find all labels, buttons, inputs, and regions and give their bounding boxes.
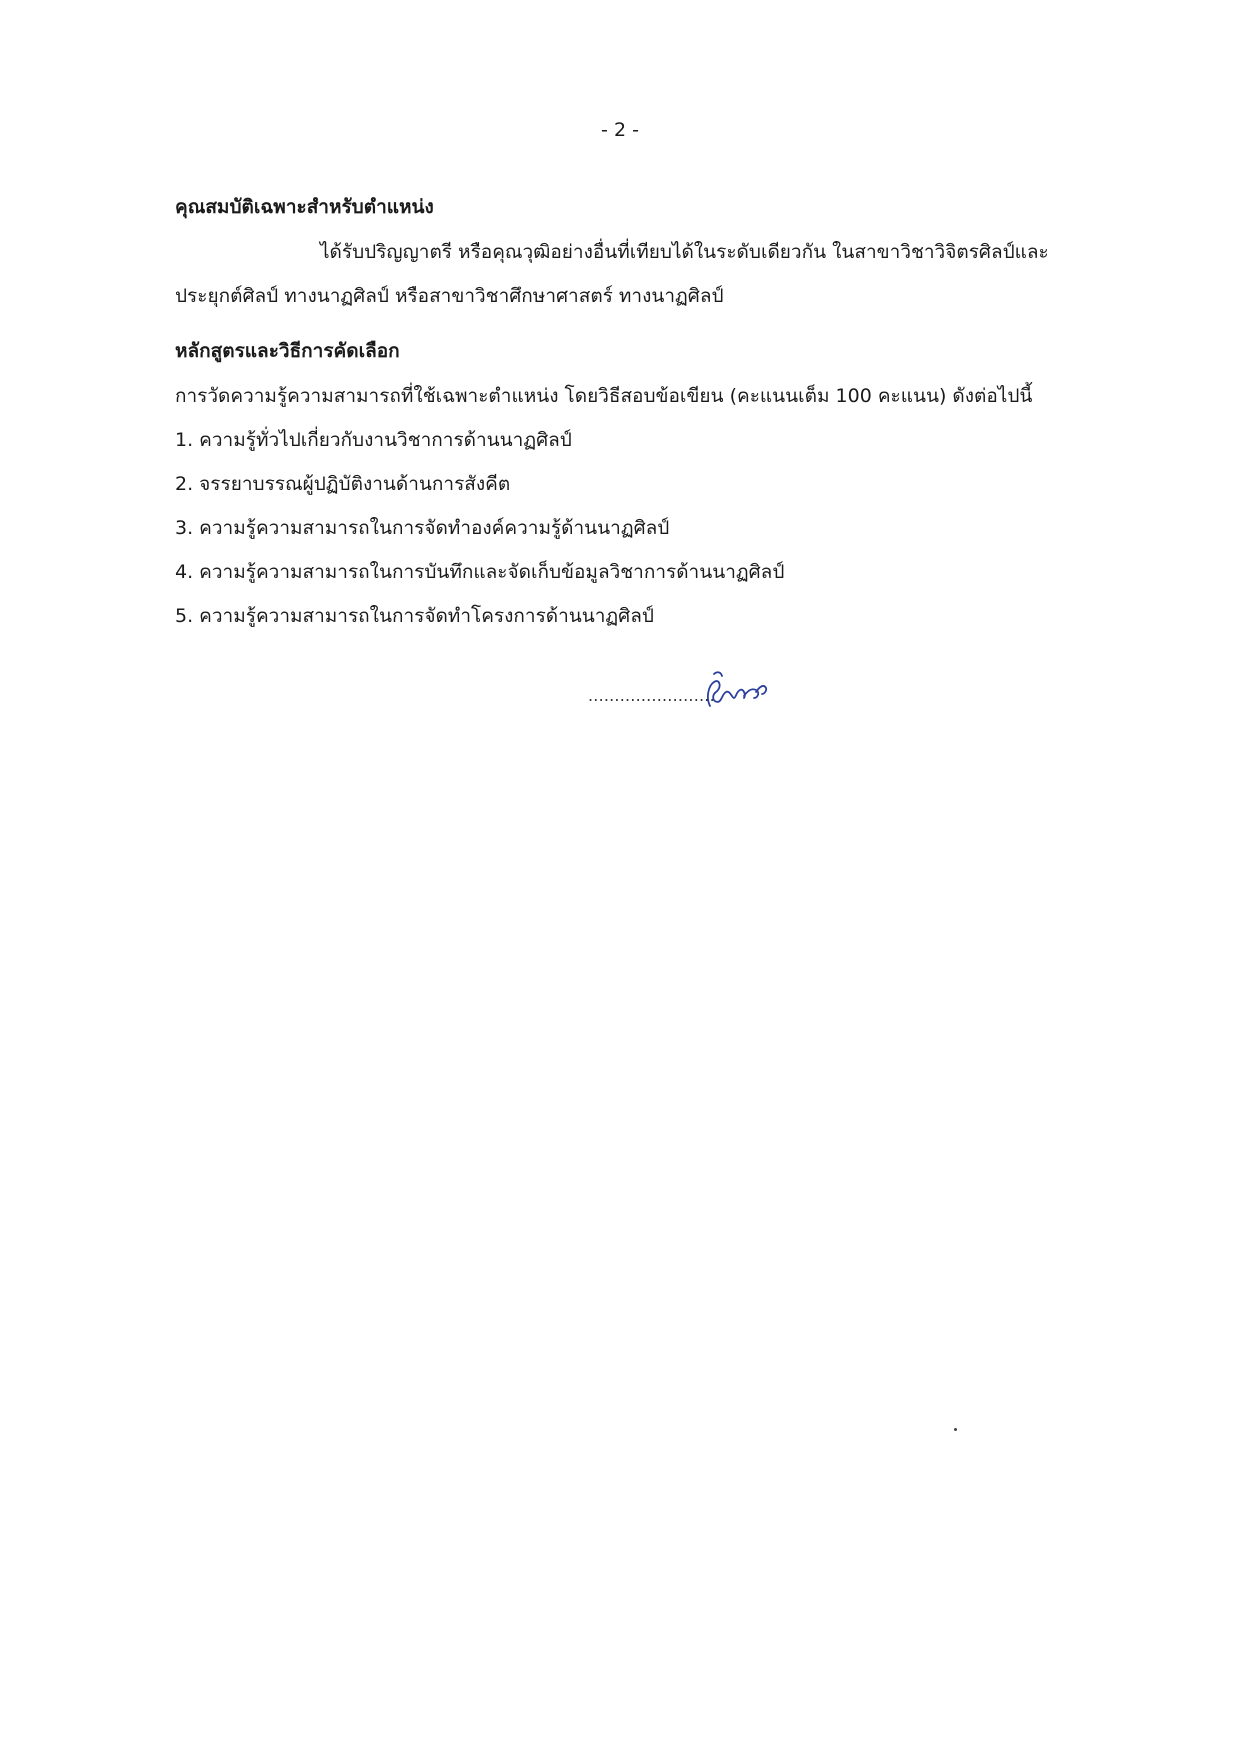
selection-item-2: 2. จรรยาบรรณผู้ปฏิบัติงานด้านการสังคีต — [175, 473, 511, 495]
selection-item-3: 3. ความรู้ความสามารถในการจัดทำองค์ความรู้ด้านนาฏศิลป์ — [175, 517, 670, 539]
selection-item-1: 1. ความรู้ทั่วไปเกี่ยวกับงานวิชาการด้านนาฏศิลป์ — [175, 429, 572, 451]
handwritten-signature — [700, 668, 770, 713]
selection-heading: หลักสูตรและวิธีการคัดเลือก — [175, 340, 400, 362]
selection-item-4: 4. ความรู้ความสามารถในการบันทึกและจัดเก็บข้อมูลวิชาการด้านนาฏศิลป์ — [175, 561, 785, 583]
stray-dot — [954, 1428, 957, 1431]
qualifications-heading: คุณสมบัติเฉพาะสำหรับตำแหน่ง — [175, 196, 434, 218]
signature-line: ........................ — [588, 686, 715, 705]
selection-item-5: 5. ความรู้ความสามารถในการจัดทำโครงการด้านนาฏศิลป์ — [175, 605, 654, 627]
qualifications-line-1: ได้รับปริญญาตรี หรือคุณวุฒิอย่างอื่นที่เทียบได้ในระดับเดียวกัน ในสาขาวิชาวิจิตรศิลป์และ — [320, 241, 1049, 263]
signature-stroke — [708, 672, 766, 706]
qualifications-line-2: ประยุกต์ศิลป์ ทางนาฏศิลป์ หรือสาขาวิชาศึกษาศาสตร์ ทางนาฏศิลป์ — [175, 285, 724, 307]
page-number: - 2 - — [601, 119, 639, 141]
selection-intro: การวัดความรู้ความสามารถที่ใช้เฉพาะตำแหน่ง โดยวิธีสอบข้อเขียน (คะแนนเต็ม 100 คะแนน) ดังต่อไปนี้ — [175, 385, 1033, 407]
